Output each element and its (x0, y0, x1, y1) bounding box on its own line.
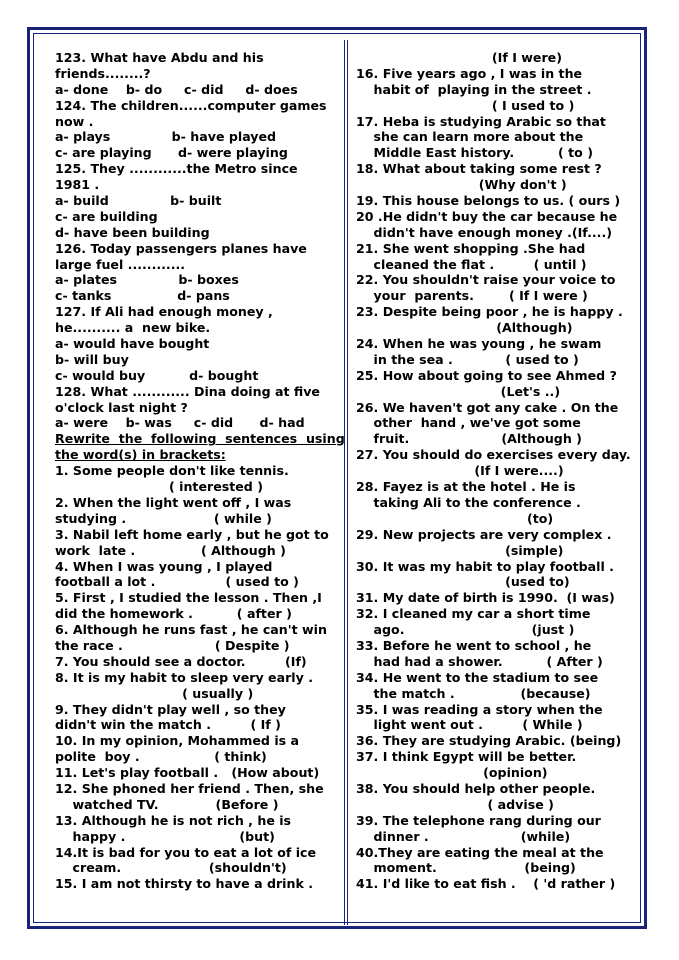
text-line: she can learn more about the (356, 129, 584, 145)
text-line: Rewrite the following sentences using (55, 431, 345, 447)
text-line: (to) (356, 510, 554, 526)
text-line: 1. Some people don't like tennis. (55, 463, 289, 479)
text-line: c- are building (55, 208, 158, 224)
text-line: 2. When the light went off , I was (55, 494, 292, 510)
text-line: large fuel ............ (55, 256, 186, 272)
text-line: a- would have bought (55, 336, 210, 352)
text-line: 21. She went shopping .She had (356, 240, 586, 256)
text-line: 11. Let's play football . (How about) (55, 765, 320, 781)
text-line: 123. What have Abdu and his (55, 50, 264, 65)
text-line: 10. In my opinion, Mohammed is a (55, 733, 300, 749)
text-line: c- would buy d- bought (55, 367, 259, 383)
text-line: friends........? (55, 65, 151, 81)
text-line: 39. The telephone rang during our (356, 812, 601, 828)
text-line: 36. They are studying Arabic. (being) (356, 733, 622, 749)
text-line: (Why don't ) (356, 177, 567, 193)
text-line: the word(s) in brackets: (55, 447, 226, 463)
text-line: watched TV. (Before ) (55, 796, 279, 812)
text-line: didn't win the match . ( If ) (55, 717, 281, 733)
text-line: 1981 . (55, 177, 100, 193)
text-line: 8. It is my habit to sleep very early . (55, 669, 313, 685)
text-line: 18. What about taking some rest ? (356, 161, 602, 177)
text-line: (used to) (356, 574, 570, 590)
text-line: he.......... a new bike. (55, 320, 211, 336)
text-line: c- are playing d- were playing (55, 145, 288, 161)
text-line: other hand , we've got some (356, 415, 581, 431)
text-line: studying . ( while ) (55, 510, 272, 526)
text-line: work late . ( Although ) (55, 542, 286, 558)
text-line: 20 .He didn't buy the car because he (356, 208, 618, 224)
text-line: ( I used to ) (356, 97, 575, 113)
text-line: 5. First , I studied the lesson . Then ,I (55, 590, 322, 606)
text-line: 17. Heba is studying Arabic so that (356, 113, 606, 129)
text-line: (Let's ..) (356, 383, 561, 399)
text-line: 13. Although he is not rich , he is (55, 812, 292, 828)
text-line: ( interested ) (55, 479, 263, 495)
text-line: 4. When I was young , I played (55, 558, 273, 574)
text-line: 29. New projects are very complex . (356, 526, 612, 542)
text-line: 25. How about going to see Ahmed ? (356, 367, 617, 383)
text-line: 6. Although he runs fast , he can't win (55, 622, 327, 638)
text-line: ( advise ) (356, 796, 554, 812)
text-line: moment. (being) (356, 860, 576, 876)
text-line: the race . ( Despite ) (55, 637, 290, 653)
text-line: 125. They ............the Metro since (55, 161, 298, 177)
text-line: 124. The children......computer games (55, 97, 327, 113)
text-line: (Although) (356, 320, 573, 336)
text-line: 3. Nabil left home early , but he got to (55, 526, 329, 542)
text-line: 33. Before he went to school , he (356, 637, 592, 653)
text-line: now . (55, 113, 94, 129)
text-line: (If I were) (356, 50, 562, 65)
text-line: a- build b- built (55, 193, 222, 209)
text-line: 40.They are eating the meal at the (356, 844, 604, 860)
text-line: 34. He went to the stadium to see (356, 669, 599, 685)
text-line: Middle East history. ( to ) (356, 145, 593, 161)
text-line: d- have been building (55, 224, 210, 240)
text-line: 38. You should help other people. (356, 780, 596, 796)
text-line: fruit. (Although ) (356, 431, 582, 447)
text-line: didn't have enough money .(If....) (356, 224, 612, 240)
text-line: 16. Five years ago , I was in the (356, 65, 583, 81)
text-line: (simple) (356, 542, 564, 558)
text-line: b- will buy (55, 351, 129, 367)
text-line: 41. I'd like to eat fish . ( 'd rather ) (356, 876, 616, 892)
text-line: cream. (shouldn't) (55, 860, 287, 876)
text-line: light went out . ( While ) (356, 717, 583, 733)
text-line: 9. They didn't play well , so they (55, 701, 286, 717)
text-line: had had a shower. ( After ) (356, 653, 603, 669)
text-line: 22. You shouldn't raise your voice to (356, 272, 616, 288)
text-line: happy . (but) (55, 828, 275, 844)
text-line: 15. I am not thirsty to have a drink . (55, 876, 314, 892)
text-line: a- were b- was c- did d- had (55, 415, 305, 431)
text-line: your parents. ( If I were ) (356, 288, 588, 304)
text-line: 35. I was reading a story when the (356, 701, 603, 717)
text-line: taking Ali to the conference . (356, 494, 581, 510)
text-line: 126. Today passengers planes have (55, 240, 307, 256)
text-line: did the homework . ( after ) (55, 606, 292, 622)
text-line: dinner . (while) (356, 828, 571, 844)
text-line: (opinion) (356, 765, 548, 781)
text-line: 12. She phoned her friend . Then, she (55, 780, 324, 796)
text-line: ( usually ) (55, 685, 254, 701)
left-column (55, 50, 345, 892)
right-column (356, 50, 632, 892)
text-line: o'clock last night ? (55, 399, 188, 415)
text-line: 37. I think Egypt will be better. (356, 749, 577, 765)
column-divider (344, 40, 348, 925)
text-line: a- plays b- have played (55, 129, 277, 145)
text-line: ago. (just ) (356, 622, 575, 638)
text-line: 19. This house belongs to us. ( ours ) (356, 193, 621, 209)
text-line: 26. We haven't got any cake . On the (356, 399, 619, 415)
text-line: 24. When he was young , he swam (356, 336, 602, 352)
text-line: habit of playing in the street . (356, 81, 592, 97)
text-line: 128. What ............ Dina doing at five (55, 383, 320, 399)
text-line: a- done b- do c- did d- does (55, 81, 298, 97)
text-line: cleaned the flat . ( until ) (356, 256, 587, 272)
text-line: 28. Fayez is at the hotel . He is (356, 479, 576, 495)
text-line: the match . (because) (356, 685, 591, 701)
text-line: 127. If Ali had enough money , (55, 304, 273, 320)
text-line: c- tanks d- pans (55, 288, 230, 304)
text-line: 32. I cleaned my car a short time (356, 606, 591, 622)
text-line: in the sea . ( used to ) (356, 351, 579, 367)
text-line: polite boy . ( think) (55, 749, 267, 765)
text-line: a- plates b- boxes (55, 272, 239, 288)
text-line: 7. You should see a doctor. (If) (55, 653, 307, 669)
text-line: 30. It was my habit to play football . (356, 558, 614, 574)
text-line: (If I were....) (356, 463, 564, 479)
text-line: 23. Despite being poor , he is happy . (356, 304, 623, 320)
text-line: 27. You should do exercises every day. (356, 447, 631, 463)
text-line: 14.It is bad for you to eat a lot of ice (55, 844, 317, 860)
text-line: football a lot . ( used to ) (55, 574, 299, 590)
text-line: 31. My date of birth is 1990. (I was) (356, 590, 615, 606)
